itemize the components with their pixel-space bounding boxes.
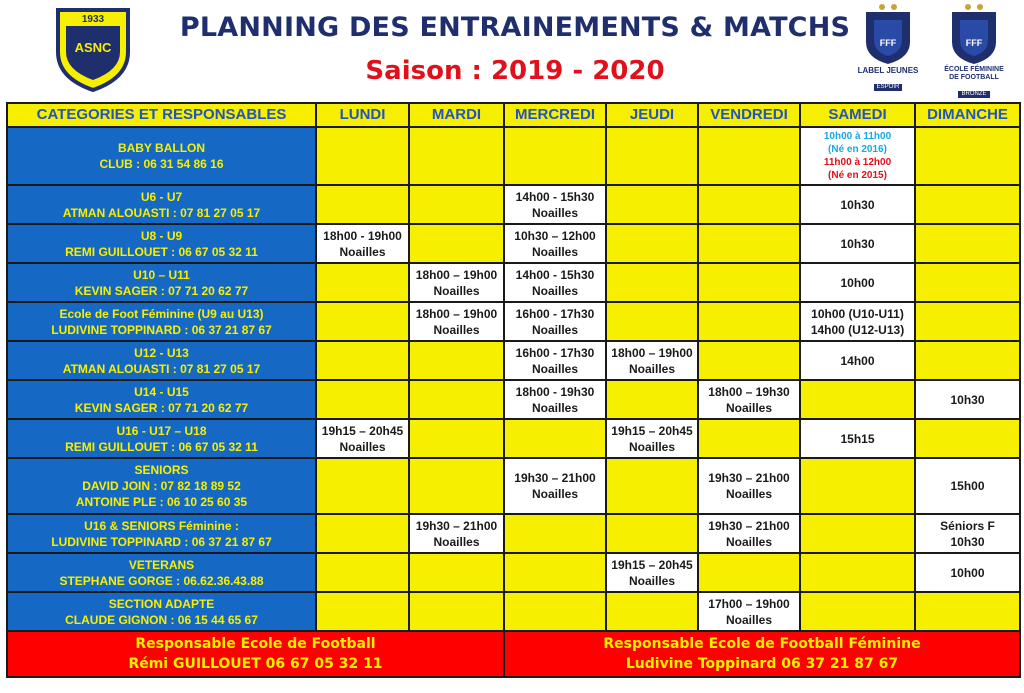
- logo-year: 1933: [81, 14, 105, 25]
- badge1-mark: FFF: [879, 38, 897, 48]
- session-time: 16h00 - 17h30: [515, 345, 595, 360]
- schedule-cell-empty: [504, 514, 606, 553]
- badge2-mark: FFF: [965, 38, 983, 48]
- schedule-cell-empty: [409, 127, 504, 185]
- schedule-cell-samedi: [800, 302, 915, 341]
- session-time: 18h00 – 19h30: [708, 384, 790, 399]
- footer-ecole-football: [7, 631, 504, 677]
- session-time: 14h00 (U12-U13): [810, 322, 905, 337]
- schedule-cell-mercredi: [504, 458, 606, 514]
- schedule-cell-jeudi: [606, 419, 698, 458]
- schedule-cell-samedi: 10h00: [800, 263, 915, 302]
- category-cell: [7, 341, 316, 380]
- table-row: [7, 224, 1020, 263]
- schedule-cell-empty: [316, 380, 409, 419]
- session-time: 19h30 – 21h00: [514, 471, 596, 485]
- session-time: 17h00 – 19h00: [708, 596, 790, 611]
- category-contact: ANTOINE PLE : 06 10 25 60 35: [75, 495, 248, 509]
- schedule-cell-mercredi: [504, 224, 606, 263]
- footer-right-contact: Ludivine Toppinard 06 37 21 87 67: [625, 656, 899, 672]
- schedule-cell-empty: [915, 341, 1020, 380]
- schedule-cell-mercredi: [504, 380, 606, 419]
- session-place: Noailles: [725, 487, 773, 501]
- table-row: [7, 127, 1020, 185]
- session-time: 19h30 – 21h00: [708, 471, 790, 485]
- club-crest-logo: [50, 6, 136, 92]
- schedule-cell-empty: [316, 185, 409, 224]
- table-row: [7, 380, 1020, 419]
- session-time: 10h30 – 12h00: [514, 228, 596, 243]
- category-cell: [7, 514, 316, 553]
- schedule-cell-dimanche: 10h30: [915, 380, 1020, 419]
- schedule-cell-empty: [606, 263, 698, 302]
- category-cell: [7, 380, 316, 419]
- fff-shield-icon: [860, 2, 916, 66]
- schedule-cell-lundi: [316, 224, 409, 263]
- header-row: [7, 103, 1020, 127]
- session-time: 18h00 – 19h00: [415, 306, 498, 321]
- schedule-cell-mardi: [409, 263, 504, 302]
- schedule-cell-dimanche: 15h00: [915, 458, 1020, 514]
- badge1-sub: ESPOIR: [874, 84, 903, 91]
- category-cell: [7, 553, 316, 592]
- table-row: [7, 341, 1020, 380]
- season-subtitle: Saison : 2019 - 2020: [365, 56, 665, 86]
- schedule-cell-empty: [698, 302, 800, 341]
- category-name: U14 - U15: [134, 384, 189, 399]
- schedule-cell-samedi: 10h30: [800, 185, 915, 224]
- col-header-dimanche: DIMANCHE: [915, 103, 1020, 127]
- session-time: 19h30 – 21h00: [415, 518, 498, 533]
- schedule-cell-empty: [800, 458, 915, 514]
- footer-row: [7, 631, 1020, 677]
- category-cell: [7, 458, 316, 514]
- schedule-cell-empty: [316, 127, 409, 185]
- schedule-cell-empty: [316, 553, 409, 592]
- col-header-mardi: MARDI: [409, 103, 504, 127]
- schedule-cell-empty: [800, 380, 915, 419]
- category-contact: CLAUDE GIGNON : 06 15 44 65 67: [65, 612, 258, 627]
- session-time: 16h00 - 17h30: [515, 306, 595, 321]
- schedule-cell-vendredi: [698, 380, 800, 419]
- category-name: U16 & SENIORS Féminine :: [84, 518, 239, 533]
- fff-label-jeunes-badge: [852, 2, 924, 93]
- category-name: U10 – U11: [133, 267, 190, 282]
- badge2-caption1: ÉCOLE FÉMININE: [944, 66, 1004, 73]
- schedule-cell-empty: [606, 302, 698, 341]
- schedule-cell-empty: [504, 592, 606, 631]
- schedule-cell-empty: [316, 514, 409, 553]
- schedule-cell-mardi: [409, 514, 504, 553]
- schedule-cell-empty: [316, 263, 409, 302]
- category-contact: REMI GUILLOUET : 06 67 05 32 11: [65, 244, 258, 259]
- schedule-cell-empty: [409, 592, 504, 631]
- schedule-cell-dimanche: 10h00: [915, 553, 1020, 592]
- category-contact: KEVIN SAGER : 07 71 20 62 77: [74, 400, 249, 415]
- schedule-cell-empty: [915, 592, 1020, 631]
- badge1-caption: LABEL JEUNES: [857, 66, 919, 75]
- category-contact: LUDIVINE TOPPINARD : 06 37 21 87 67: [51, 534, 272, 549]
- schedule-cell-empty: [504, 127, 606, 185]
- col-header-jeudi: JEUDI: [606, 103, 698, 127]
- schedule-cell-jeudi: [606, 341, 698, 380]
- schedule-cell-empty: [698, 185, 800, 224]
- schedule-cell-empty: [316, 458, 409, 514]
- col-header-mercredi: MERCREDI: [504, 103, 606, 127]
- category-cell: [7, 127, 316, 185]
- session-place: Noailles: [531, 244, 579, 259]
- schedule-cell-empty: [606, 592, 698, 631]
- category-cell: [7, 224, 316, 263]
- session-time: 11h00 à 12h00: [823, 157, 892, 168]
- schedule-cell-mardi: [409, 302, 504, 341]
- schedule-cell-empty: [800, 592, 915, 631]
- schedule-cell-samedi: [800, 127, 915, 185]
- schedule-cell-empty: [606, 127, 698, 185]
- schedule-cell-jeudi: [606, 553, 698, 592]
- session-place: Noailles: [433, 534, 480, 549]
- category-name: SENIORS: [134, 463, 189, 477]
- session-time: 19h30 – 21h00: [708, 518, 790, 533]
- schedule-cell-empty: [915, 127, 1020, 185]
- schedule-cell-empty: [409, 185, 504, 224]
- schedule-cell-dimanche: [915, 514, 1020, 553]
- session-place: Noailles: [628, 439, 676, 454]
- session-time: 18h00 - 19h00: [323, 228, 402, 243]
- category-contact: CLUB : 06 31 54 86 16: [99, 157, 224, 171]
- schedule-cell-lundi: [316, 419, 409, 458]
- schedule-cell-vendredi: [698, 458, 800, 514]
- schedule-cell-empty: [316, 302, 409, 341]
- schedule-cell-empty: [316, 592, 409, 631]
- session-time: 14h00 - 15h30: [515, 189, 595, 204]
- schedule-cell-mercredi: [504, 341, 606, 380]
- schedule-cell-empty: [606, 380, 698, 419]
- schedule-cell-empty: [800, 553, 915, 592]
- schedule-cell-empty: [698, 127, 800, 185]
- session-time: 18h00 - 19h30: [515, 384, 595, 399]
- fff-ecole-feminine-badge: [938, 2, 1010, 100]
- category-name: U16 - U17 – U18: [116, 423, 207, 438]
- category-contact: DAVID JOIN : 07 82 18 89 52: [82, 479, 241, 493]
- schedule-cell-empty: [409, 380, 504, 419]
- session-place: Noailles: [531, 283, 579, 298]
- category-cell: [7, 419, 316, 458]
- schedule-cell-empty: [698, 224, 800, 263]
- schedule-cell-empty: [409, 341, 504, 380]
- schedule-cell-samedi: 10h30: [800, 224, 915, 263]
- footer-right-title: Responsable Ecole de Football Féminine: [603, 636, 921, 652]
- schedule-cell-empty: [698, 341, 800, 380]
- session-place: Noailles: [725, 612, 773, 627]
- schedule-cell-empty: [698, 553, 800, 592]
- table-row: [7, 302, 1020, 341]
- schedule-cell-empty: [409, 224, 504, 263]
- footer-left-contact: Rémi GUILLOUET 06 67 05 32 11: [128, 656, 383, 672]
- schedule-cell-empty: [800, 514, 915, 553]
- schedule-cell-empty: [915, 263, 1020, 302]
- table-row: [7, 592, 1020, 631]
- schedule-cell-empty: [409, 419, 504, 458]
- category-contact: ATMAN ALOUASTI : 07 81 27 05 17: [62, 205, 261, 220]
- logo-text: ASNC: [74, 40, 112, 55]
- category-contact: STEPHANE GORGE : 06.62.36.43.88: [59, 573, 264, 588]
- schedule-cell-empty: [606, 514, 698, 553]
- category-contact: KEVIN SAGER : 07 71 20 62 77: [74, 283, 249, 298]
- category-name: U6 - U7: [140, 189, 183, 204]
- col-header-lundi: LUNDI: [316, 103, 409, 127]
- schedule-table: [6, 102, 1021, 678]
- session-time: 19h15 – 20h45: [611, 557, 693, 572]
- category-name: U8 - U9: [140, 228, 183, 243]
- schedule-cell-empty: [606, 224, 698, 263]
- session-place: Noailles: [628, 361, 676, 376]
- badge2-caption2: DE FOOTBALL: [949, 74, 999, 81]
- schedule-cell-mercredi: [504, 263, 606, 302]
- category-contact: REMI GUILLOUET : 06 67 05 32 11: [65, 439, 258, 454]
- schedule-cell-mercredi: [504, 302, 606, 341]
- page-title: PLANNING DES ENTRAINEMENTS & MATCHS: [179, 12, 851, 43]
- session-place: Noailles: [433, 283, 480, 298]
- session-place: Noailles: [531, 487, 579, 501]
- table-row: [7, 263, 1020, 302]
- session-time: 14h00 - 15h30: [515, 267, 595, 282]
- table-row: [7, 419, 1020, 458]
- schedule-cell-empty: [915, 419, 1020, 458]
- category-name: U12 - U13: [134, 345, 189, 360]
- category-cell: [7, 263, 316, 302]
- session-time: 10h00 à 11h00: [823, 131, 892, 142]
- schedule-cell-vendredi: [698, 514, 800, 553]
- fff-shield-icon: [946, 2, 1002, 66]
- category-name: BABY BALLON: [117, 141, 206, 155]
- category-cell: [7, 302, 316, 341]
- schedule-cell-empty: [698, 419, 800, 458]
- category-name: VETERANS: [128, 557, 195, 572]
- session-place: Noailles: [628, 573, 676, 588]
- session-time: 19h15 – 20h45: [321, 423, 404, 438]
- session-place: Noailles: [531, 400, 579, 415]
- table-row: [7, 458, 1020, 514]
- footer-left-title: Responsable Ecole de Football: [135, 636, 376, 652]
- schedule-cell-empty: [915, 224, 1020, 263]
- page-header: [0, 0, 1024, 100]
- session-note: (Né en 2015): [828, 170, 887, 181]
- badge2-sub: BRONZE: [958, 91, 989, 98]
- category-cell: [7, 592, 316, 631]
- session-place: Noailles: [725, 400, 773, 415]
- session-place: Noailles: [531, 361, 579, 376]
- category-contact: ATMAN ALOUASTI : 07 81 27 05 17: [62, 361, 261, 376]
- table-row: [7, 553, 1020, 592]
- category-cell: [7, 185, 316, 224]
- session-place: Noailles: [339, 439, 386, 454]
- session-time: 18h00 – 19h00: [415, 267, 498, 282]
- schedule-cell-empty: [698, 263, 800, 302]
- session-place: Noailles: [339, 244, 386, 259]
- session-time: 19h15 – 20h45: [611, 423, 693, 438]
- schedule-cell-empty: [606, 185, 698, 224]
- session-place: Noailles: [531, 322, 579, 337]
- category-contact: LUDIVINE TOPPINARD : 06 37 21 87 67: [51, 322, 272, 337]
- schedule-cell-empty: [316, 341, 409, 380]
- schedule-cell-samedi: 15h15: [800, 419, 915, 458]
- schedule-cell-samedi: 14h00: [800, 341, 915, 380]
- schedule-cell-empty: [915, 185, 1020, 224]
- session-place: Noailles: [433, 322, 480, 337]
- session-place: Noailles: [725, 534, 773, 549]
- schedule-cell-empty: [606, 458, 698, 514]
- table-row: [7, 514, 1020, 553]
- col-header-categories: CATEGORIES ET RESPONSABLES: [7, 103, 316, 127]
- session-time: 10h30: [950, 534, 985, 549]
- schedule-cell-empty: [504, 553, 606, 592]
- category-name: Ecole de Foot Féminine (U9 au U13): [59, 306, 264, 321]
- session-place: Noailles: [531, 205, 579, 220]
- schedule-cell-vendredi: [698, 592, 800, 631]
- col-header-vendredi: VENDREDI: [698, 103, 800, 127]
- session-note: Séniors F: [940, 518, 995, 533]
- schedule-cell-mercredi: [504, 185, 606, 224]
- schedule-cell-empty: [915, 302, 1020, 341]
- session-note: (Né en 2016): [828, 144, 887, 155]
- footer-ecole-feminine: [504, 631, 1020, 677]
- table-row: [7, 185, 1020, 224]
- schedule-cell-empty: [504, 419, 606, 458]
- category-name: SECTION ADAPTE: [108, 596, 215, 611]
- session-time: 18h00 – 19h00: [611, 345, 693, 360]
- schedule-cell-empty: [409, 458, 504, 514]
- col-header-samedi: SAMEDI: [800, 103, 915, 127]
- session-time: 10h00 (U10-U11): [811, 306, 904, 321]
- schedule-cell-empty: [409, 553, 504, 592]
